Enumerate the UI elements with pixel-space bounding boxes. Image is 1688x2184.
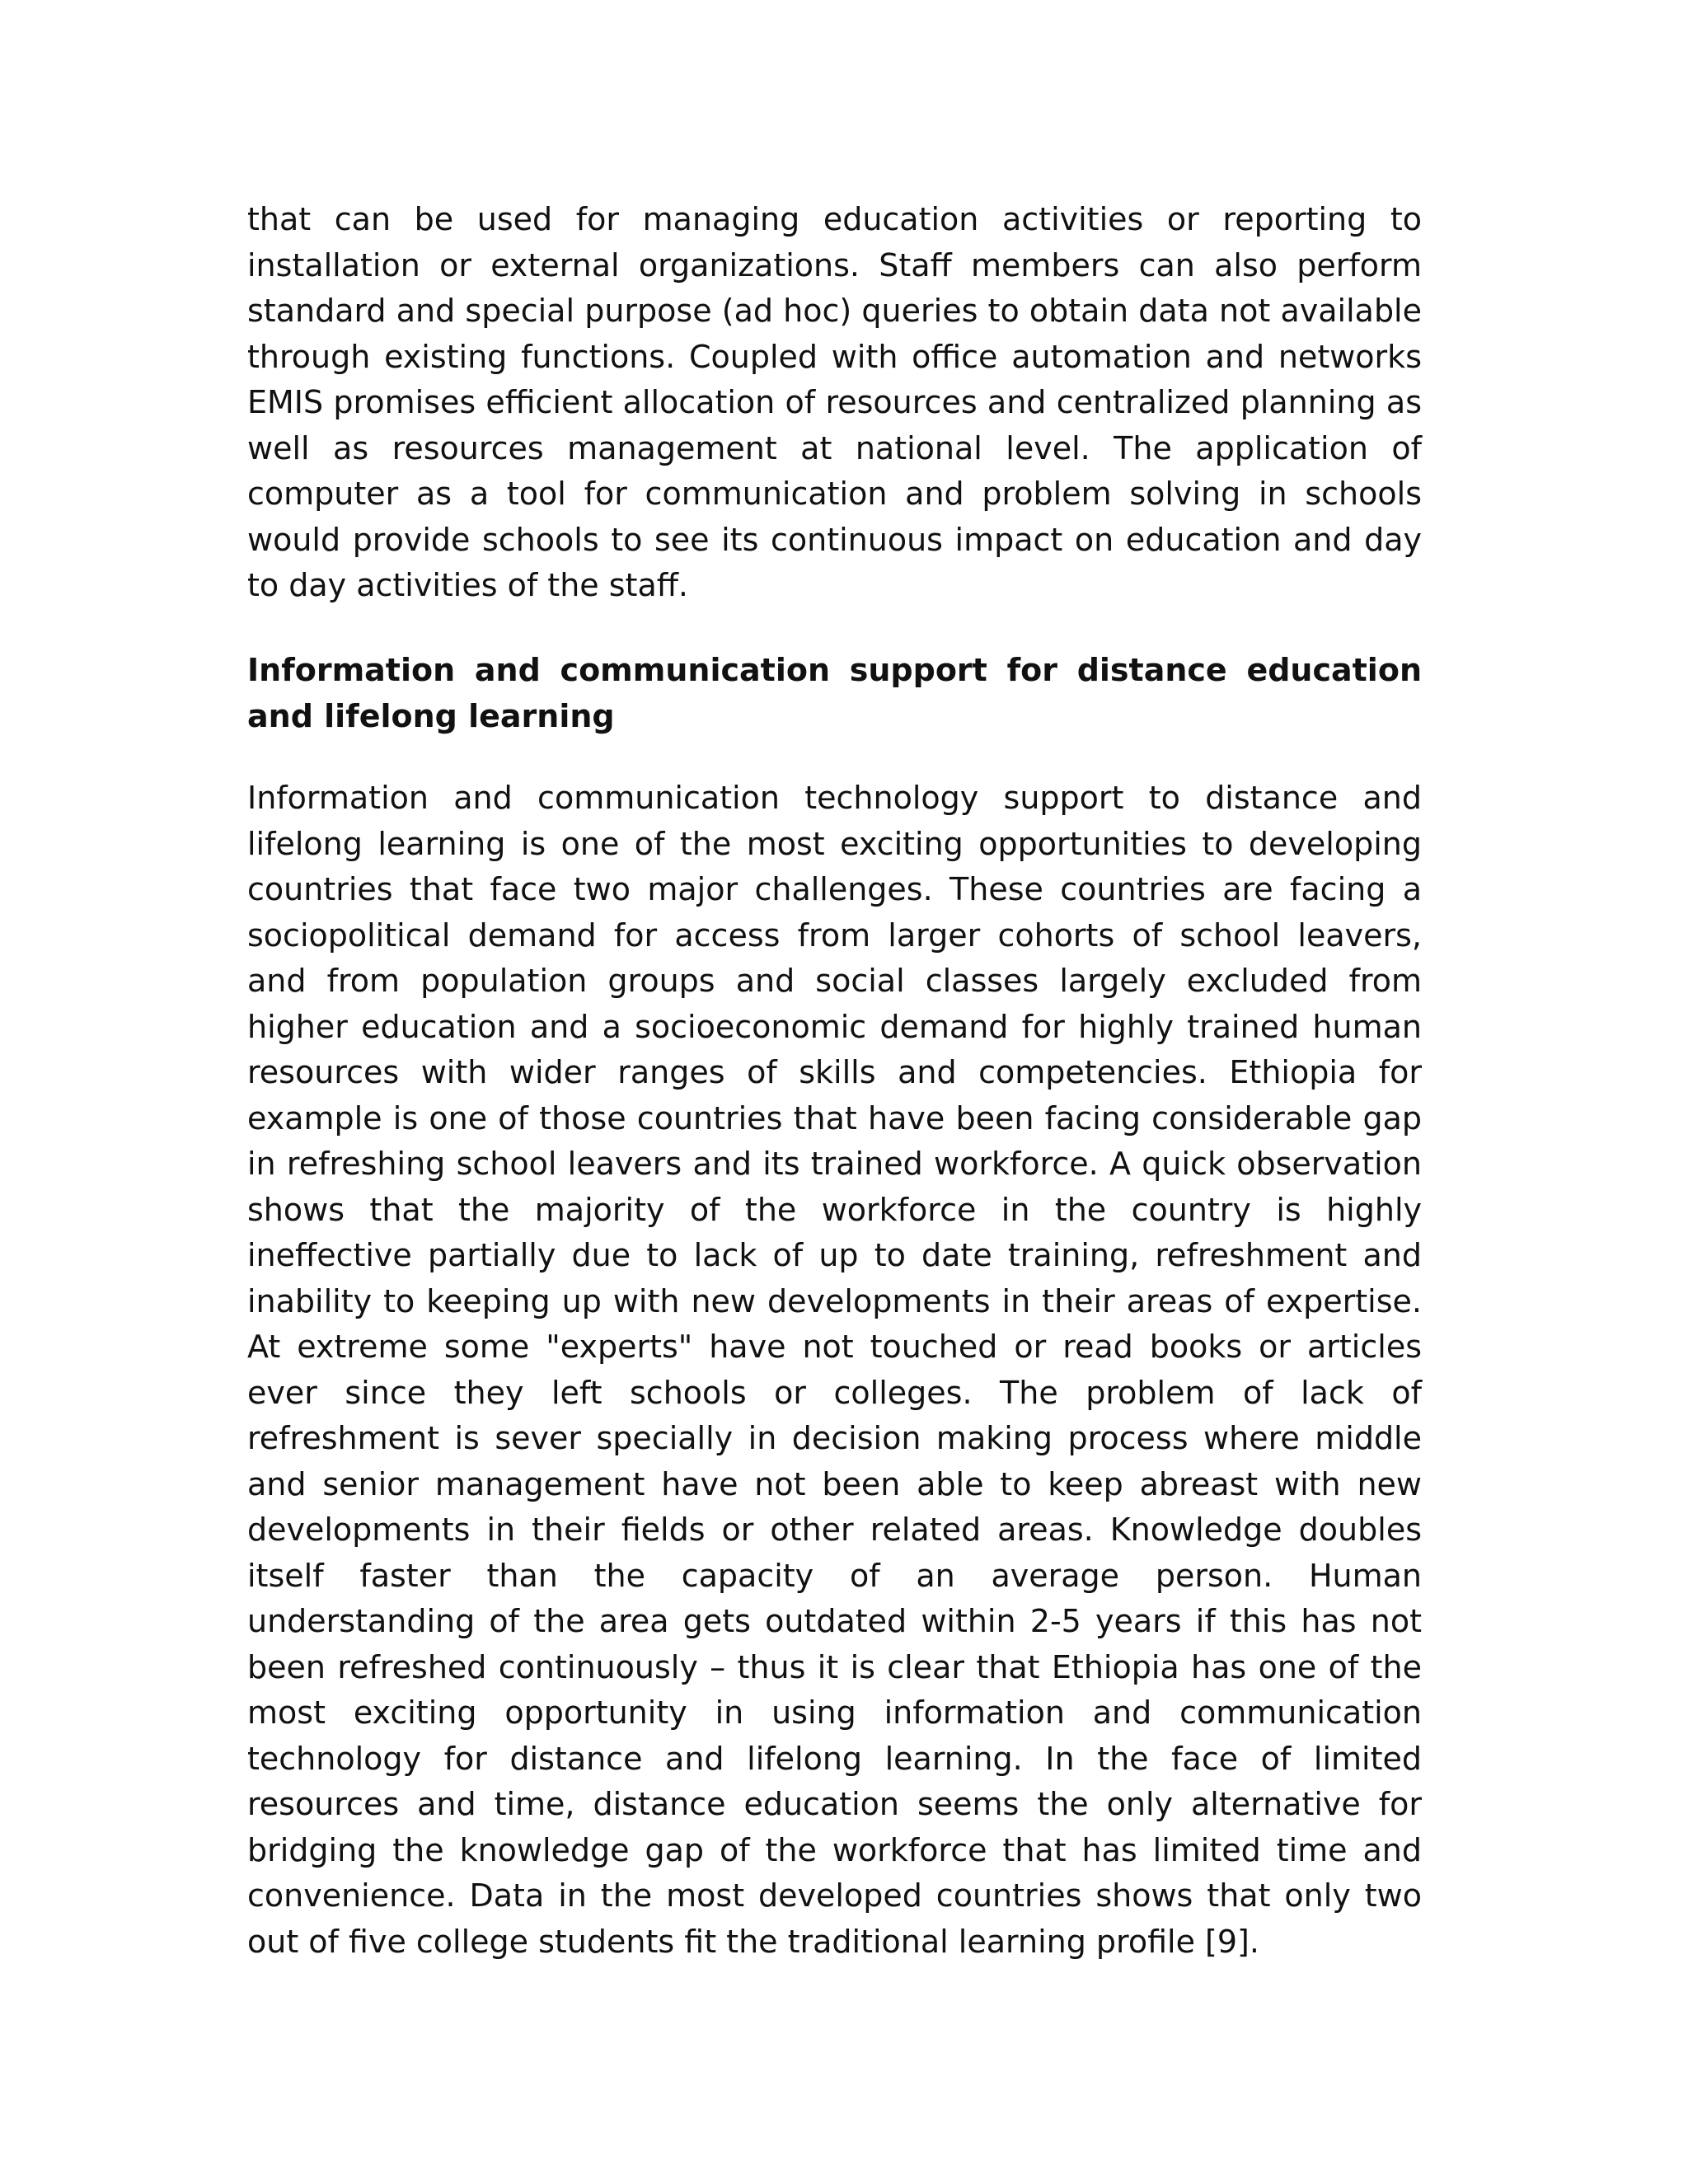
section-heading: Information and communication support for distance education and lifelong learning <box>247 652 1422 734</box>
body-paragraph-emis: that can be used for managing education activities or reporting to installation or external organizations. Staff members can also perform standard and special purpose (ad hoc) queries to obtain data not available through existing functions. Coupled with office automation and networks EMIS promises efficient allocation of resources and centralized planning as well as resources management at national level. The application of computer as a tool for communication and problem solving in schools would provide schools to see its continuous impact on education and day to day activities of the staff. <box>247 201 1422 603</box>
body-paragraph-distance-education: Information and communication technology support to distance and lifelong learning is one of the most exciting opportunities to developing countries that face two major challenges. These countries are facing a sociopolitical demand for access from larger cohorts of school leavers, and from population groups and social classes largely excluded from higher education and a socioeconomic demand for highly trained human resources with wider ranges of skills and competencies. Ethiopia for example is one of those countries that have been facing considerable gap in refreshing school leavers and its trained workforce. A quick observation shows that the majority of the workforce in the country is highly ineffective partially due to lack of up to date training, refreshment and inability to keeping up with new developments in their areas of expertise. At extreme some "experts" have not touched or read books or articles ever since they left schools or colleges. The problem of lack of refreshment is sever specially in decision making process where middle and senior management have not been able to keep abreast with new developments in their fields or other related areas. Knowledge doubles itself faster than the capacity of an average person. Human understanding of the area gets outdated within 2-5 years if this has not been refreshed continuously – thus it is clear that Ethiopia has one of the most exciting opportunity in using information and communication technology for distance and lifelong learning. In the face of limited resources and time, distance education seems the only alternative for bridging the knowledge gap of the workforce that has limited time and convenience. Data in the most developed countries shows that only two out of five college students fit the traditional learning profile [9]. <box>247 780 1422 1960</box>
